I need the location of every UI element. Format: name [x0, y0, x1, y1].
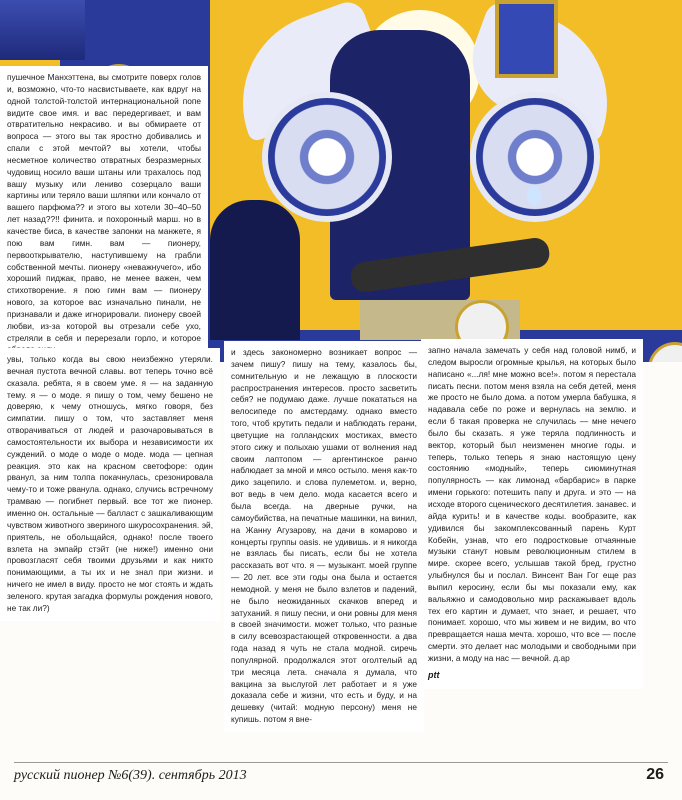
magnifier-left: [262, 92, 392, 222]
column-3-text: запно начала замечать у себя над головой нимб, и следом выросли огромные крылья, на которых было написано «...ля! мне можно все!». потом я перестала писать песни. потом меня взяла на себя детей, меня же просто не было дома. а потом умерла бабушка, я надавала себе по роже и вернулась на землю. и если б такая проверка не случилась — мне нечего было бы сказать. я уже теряла подлинность и вектор, который был неизменен многие годы. и теперь, только теперь я знаю настоящую цену состоянию «модный», теперь сиюминутная популярность — как лимонад «барбарис» в парке имени горького: потешить папу и друга. и это — на исходе второго сценического десятилетия. занавес. и айда курить! и в качестве коды. вообразите, как удивился бы закомплексованный парень Курт Кобейн, узнав, что его подростковые отчаянные музыки станут новым революционным стилем в мире. скорее всего, услышав такой бред, грустно улыбнулся бы и послал. Винсент Ван Гог еще раз выпил керосину, если бы мы показали ему, как вальяжно и самодовольно мир раскажывает вдоль тех его картин и думает, что знает, и решает, что понимает. хорошо, что мы живем и не видим, во что превращается наша мечта. хорошо, что все — после смерти. это делает нас молодыми и свободными при жизни, а моду на нас — вечной. д.ар: [428, 345, 636, 663]
page-number: 26: [646, 766, 664, 783]
column-1-text: увы, только когда вы свою неизбежно утеряли. вечная пустота вечной славы. вот теперь точно всё сказала. ребята, я в своем уме. я — на заданную тему. я — о моде. я пишу о том, чему бешено не доверяю, к чему отношусь, мягко говоря, без симпатии. пишу о том, что заставляет меня отворачиваться от людей и разочаровываться в самостоятельности их выбора и независимости их суждений. о моде о моде о моде. мода — цепная реакция. это как на красном светофоре: один рванул, за ним толпа покачнулась, срезонировала чему-то и тоже рванула. однако, случись встречному трамваю — погибнет первый. все тот же пионер. именно он. остальные — балласт с зашкаливающим чувством животного звериного шкуросохранения. эй, приятель, не обольщайся, однако! после твоего взлета на эмпайр стэйт (не ниже!) именно они провозгласят себя твоими друзьями и как никто понимающими, а ты их и не знал при жизни. и ничего не имел в виду. просто не мог стоять и ждать зеленого. крутая загадка формулы рождения нового, не так ли?): [7, 354, 213, 613]
woman-figure: [210, 200, 300, 340]
pioneer-logo: ptt: [428, 669, 440, 680]
magazine-issue: русский пионер №6(39). сентябрь 2013: [14, 768, 247, 783]
teardrop: [527, 185, 541, 205]
medallion-edge: [648, 342, 682, 362]
framed-portrait: [495, 0, 558, 78]
footer-rule: [14, 762, 668, 763]
article-column-1: [0, 348, 220, 621]
intro-text: пушечное Манхэттена, вы смотрите поверх голов и, возможно, что-то насвистываете, как вдруг на одной толстой-толстой интернациональной попе видите свое имя. и вас передергивает, и вам отвратительно некрасиво. и вы обмираете от вопроса — этого вы так яростно добивались и спали с этой мечтой? вы хотели, чтобы несметное количество отвратных безразмерных чудовищ носило ваши штаны или трахалось под вашу музыку или лениво созерцало ваши картины или теряло ваши шляпки или кончало от вашего парфюма?? и этого вы хотели 30–40–50 лет назад??!! финита. и похоронный марш. но в качестве биса, в качестве запонки на манжете, я пою вам гимн. вам — пионеру, первооткрывателю, наступившему на грабли собственной мечты. пионеру «неважнучего», ибо хороший пиджак, право, не менее важен, чем стихотворение. я пою гимн вам — пионеру нового, за которое вас изначально пинали, не признавали и даже игнорировали. пионеру своей любви, из-за которой вы отрезали себе ухо, стреляли в себя и перерезали горло, и которое: [7, 72, 201, 343]
intro-text-block: [0, 66, 208, 348]
column-2-text: и здесь закономерно возникает вопрос — зачем пишу? пишу на тему, казалось бы, сомнительную и не лежащую в плоскости распространения интересов. просто засветить себя? не подумаю даже. лучше покататься на велосипеде по амстердаму. однако вместо того, чтоб крутить педали и наблюдать герани, цветущие на голландских мостиках, вместо этого сижу и полыхаю ушами от волнения над своим лаптопом — аргентинское ранчо наблюдает за мной и мясо остыло. меня как-то дико зацепило. и слова пулеметом. и, верно, вот ведь в чем дело. мода касается всего и была всегда. на дверные ручки, на самоубийства, на печатные машинки, на винил, на Жанну Агузарову, на дачи в комарово и концерты группы oasis. не удивишь. и я никогда не взялась бы писать, если бы не хотела рассказать вот что. я — музыкант. моей группе — 20 лет. все эти годы она была и остается немодной. у меня не было взлетов и падений, не было неожиданных скачков вперед и затуханий. я пишу песни, и они ровны для меня в своей значимости. может только, что разные в силу всевозрастающей откровенности. а два года назад я чуть не стала модной. сиречь популярной. продолжался этот оголтелый ад три месяца лета. сначала я думала, что вакцина за выслугой лет работает и я уже доказала себе и жизни, что есть и буду, и на дешевку (читай: модную персону) меня не купишь. потом я вне-: [231, 347, 417, 725]
crowd-image: [0, 0, 85, 60]
article-column-2: [224, 341, 424, 732]
article-column-3: [421, 339, 643, 689]
